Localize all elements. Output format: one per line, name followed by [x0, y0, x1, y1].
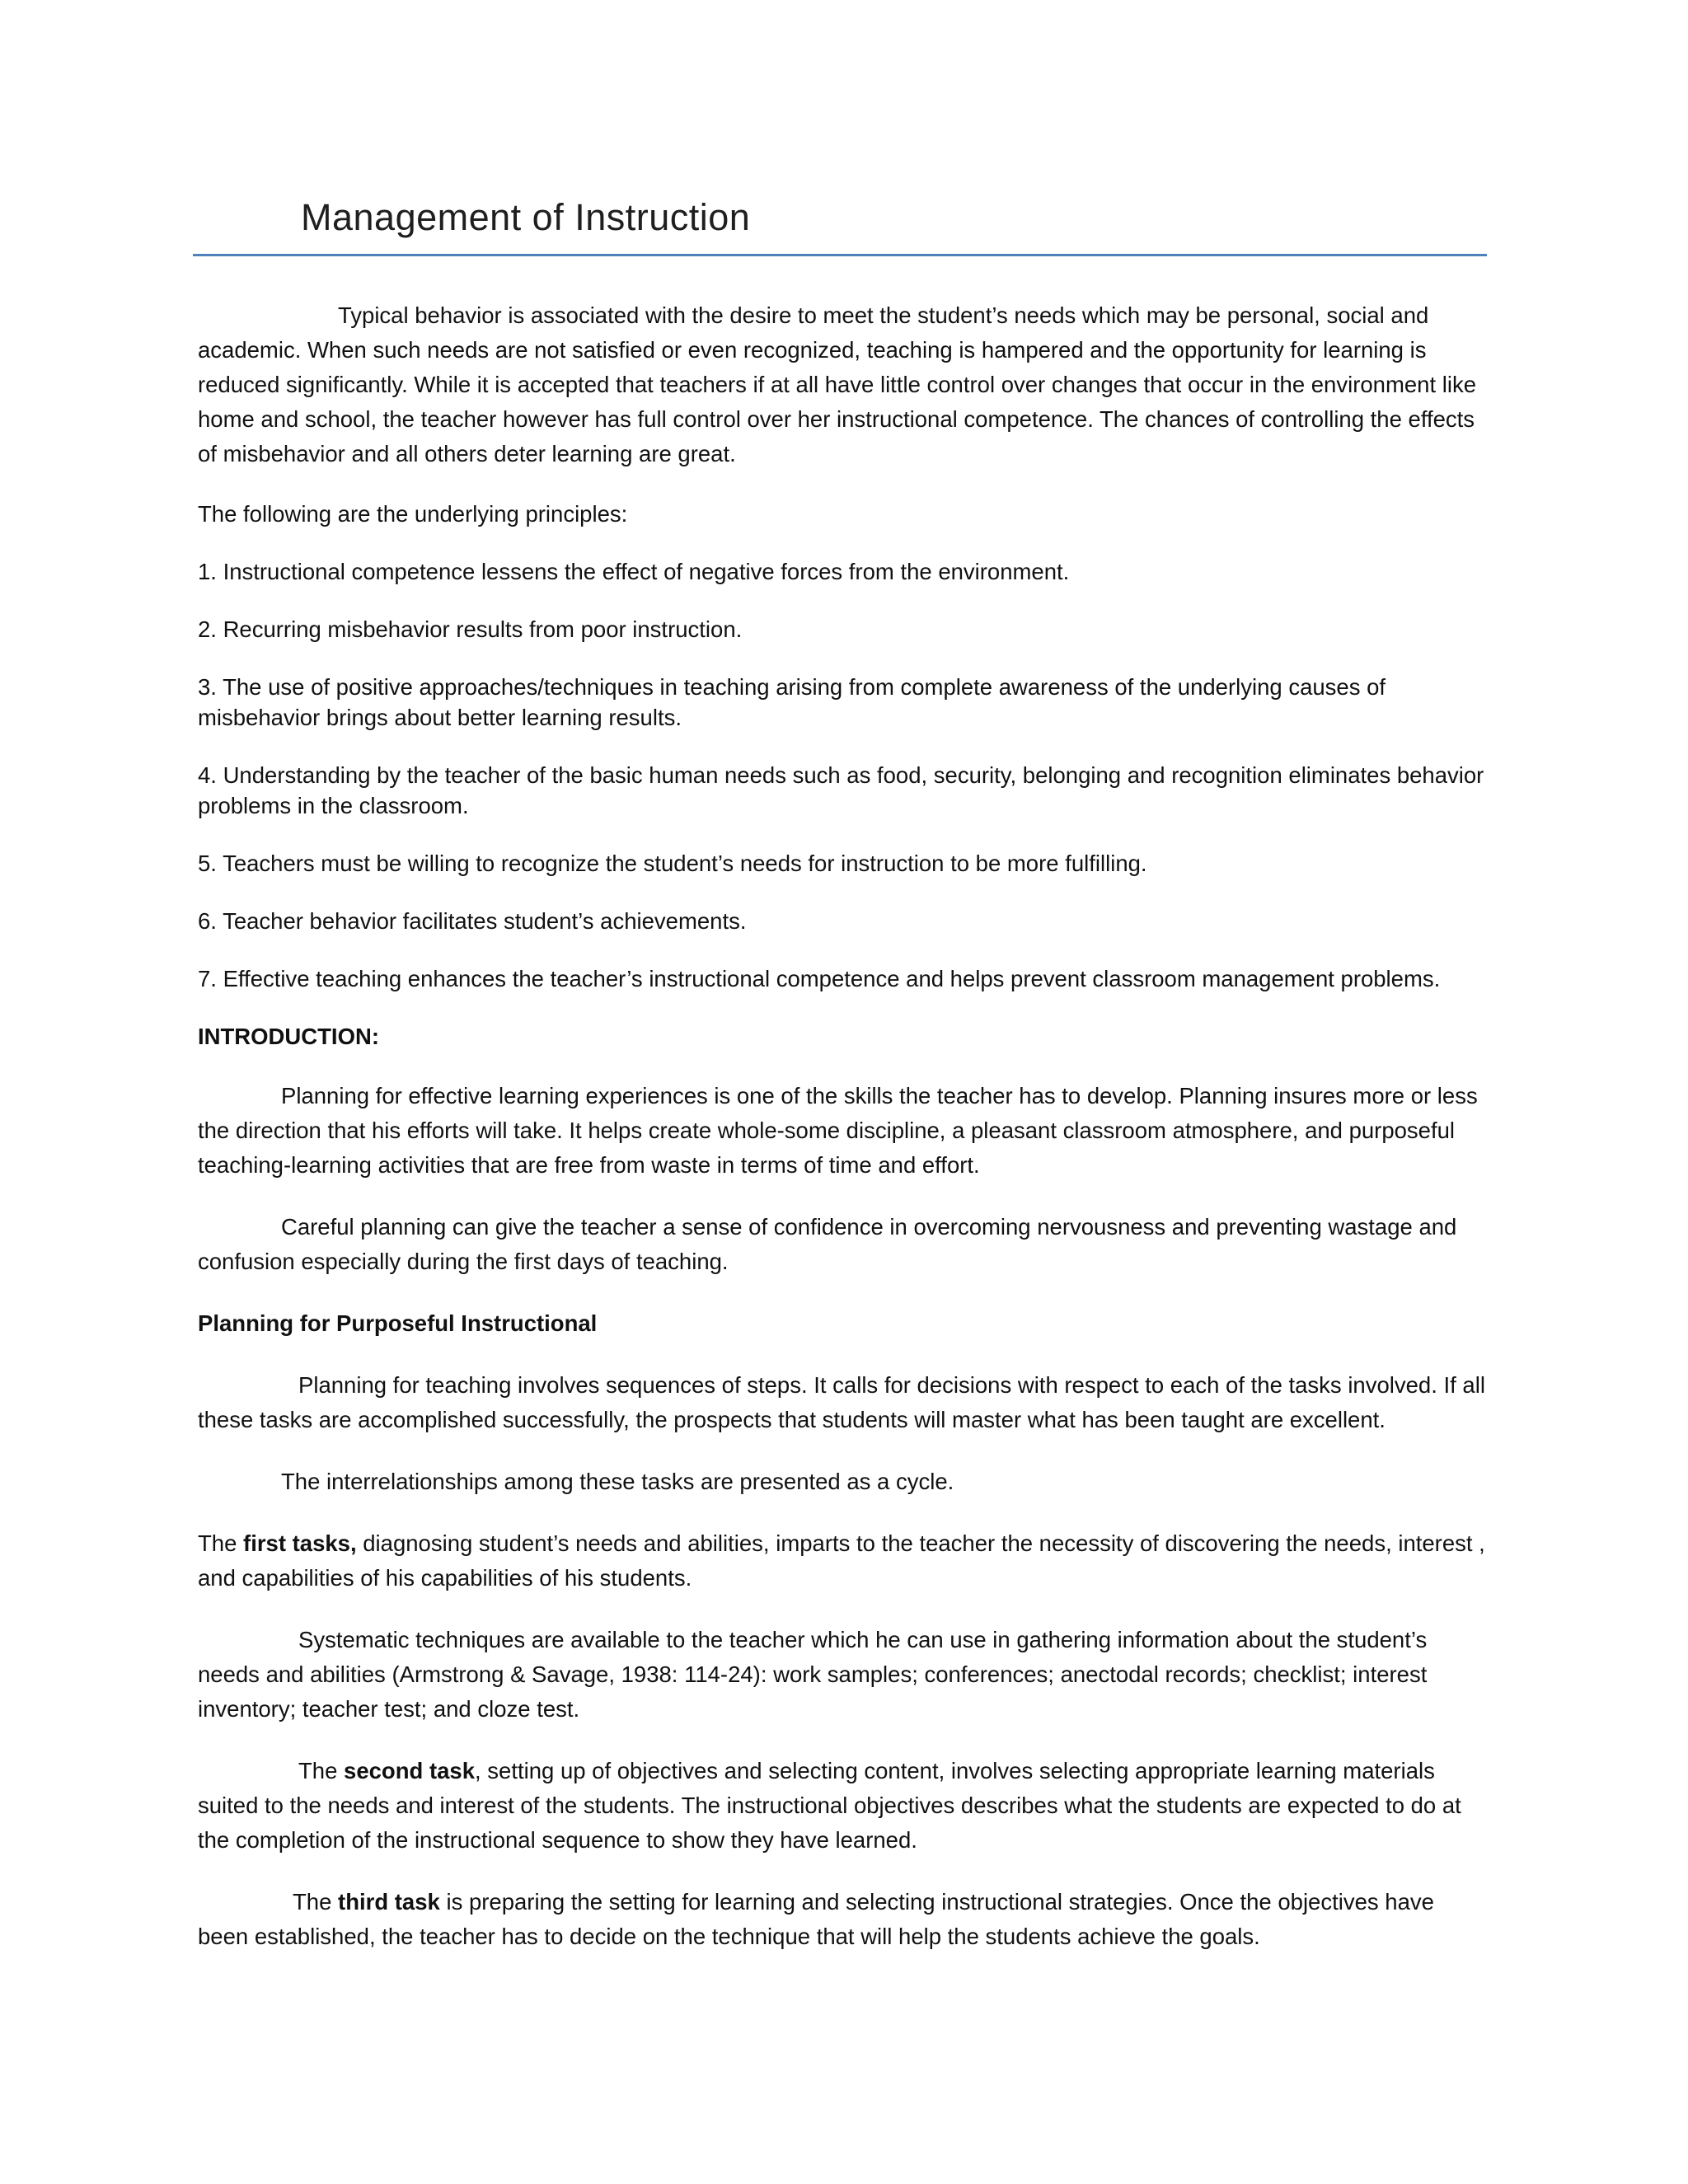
principle-item: 1. Instructional competence lessens the effect of negative forces from the environment. — [198, 559, 1070, 584]
introduction-paragraph-1: Planning for effective learning experiences is one of the skills the teacher has to develop. Planning insures more or less the direction that his efforts will take. It helps create whole-some discipline, a pleasant classroom atmosphere, and purposeful teaching-learning activities that are free from waste in terms of time and effort. — [198, 1083, 1478, 1178]
third-task-prefix: The — [293, 1889, 339, 1915]
principle-item: 2. Recurring misbehavior results from poor instruction. — [198, 616, 743, 642]
planning-heading: Planning for Purposeful Instructional — [198, 1310, 598, 1336]
principle-item: 7. Effective teaching enhances the teacher’s instructional competence and helps prevent classroom management problems. — [198, 966, 1441, 991]
second-task-text: , setting up of objectives and selecting content, involves selecting appropriate learning materials suited to the needs and interest of the students. The instructional objectives describes what the students are expected to do at the completion of the instructional sequence to show they have learned. — [198, 1758, 1461, 1853]
second-task-label: second task — [344, 1758, 475, 1783]
document-body — [198, 298, 1488, 1981]
principle-item: 6. Teacher behavior facilitates student’s achievements. — [198, 908, 747, 934]
first-task-label: first tasks, — [243, 1530, 357, 1556]
first-task-text: diagnosing student’s needs and abilities, imparts to the teacher the necessity of discovering the needs, interest , and capabilities of his capabilities of his students. — [198, 1530, 1485, 1591]
intro-paragraph: Typical behavior is associated with the desire to meet the student’s needs which may be personal, social and academic. When such needs are not satisfied or even recognized, teaching is hampered and the opportunity for learning is reduced significantly. While it is accepted that teachers if at all have little control over changes that occur in the environment like home and school, the teacher however has full control over her instructional competence. The chances of controlling the effects of misbehavior and all others deter learning are great. — [198, 302, 1476, 466]
first-task-prefix: The — [198, 1530, 244, 1556]
third-task-text: is preparing the setting for learning and selecting instructional strategies. Once the objectives have been established, the teacher has to decide on the technique that will help the students achieve the goals. — [198, 1889, 1434, 1949]
second-task-prefix: The — [298, 1758, 345, 1783]
introduction-paragraph-2: Careful planning can give the teacher a sense of confidence in overcoming nervousness and preventing wastage and confusion especially during the first days of teaching. — [198, 1214, 1457, 1274]
page-title: Management of Instruction — [301, 196, 751, 238]
principle-item: 4. Understanding by the teacher of the basic human needs such as food, security, belonging and recognition eliminates behavior problems in the classroom. — [198, 762, 1484, 818]
first-task-paragraph — [198, 1526, 1488, 1596]
principles-lead: The following are the underlying principles: — [198, 501, 628, 527]
systematic-paragraph: Systematic techniques are available to the teacher which he can use in gathering information about the student’s needs and abilities (Armstrong & Savage, 1938: 114-24): work samples; conferences; anectodal records; checklist; interest inventory; teacher test; and cloze test. — [198, 1627, 1428, 1722]
principle-item: 5. Teachers must be willing to recognize the student’s needs for instruction to be more fulfilling. — [198, 851, 1147, 876]
planning-paragraph-2: The interrelationships among these tasks are presented as a cycle. — [281, 1469, 954, 1494]
second-task-paragraph — [198, 1754, 1488, 1858]
introduction-heading: INTRODUCTION: — [198, 1024, 379, 1049]
title-underline — [193, 254, 1487, 256]
planning-paragraph-1: Planning for teaching involves sequences of steps. It calls for decisions with respect to each of the tasks involved. If all these tasks are accomplished successfully, the prospects that students will master what has been taught are excellent. — [198, 1372, 1485, 1432]
third-task-paragraph — [198, 1885, 1488, 1954]
principle-item: 3. The use of positive approaches/techniques in teaching arising from complete awareness of the underlying causes of misbehavior brings about better learning results. — [198, 674, 1386, 730]
third-task-label: third task — [338, 1889, 440, 1915]
